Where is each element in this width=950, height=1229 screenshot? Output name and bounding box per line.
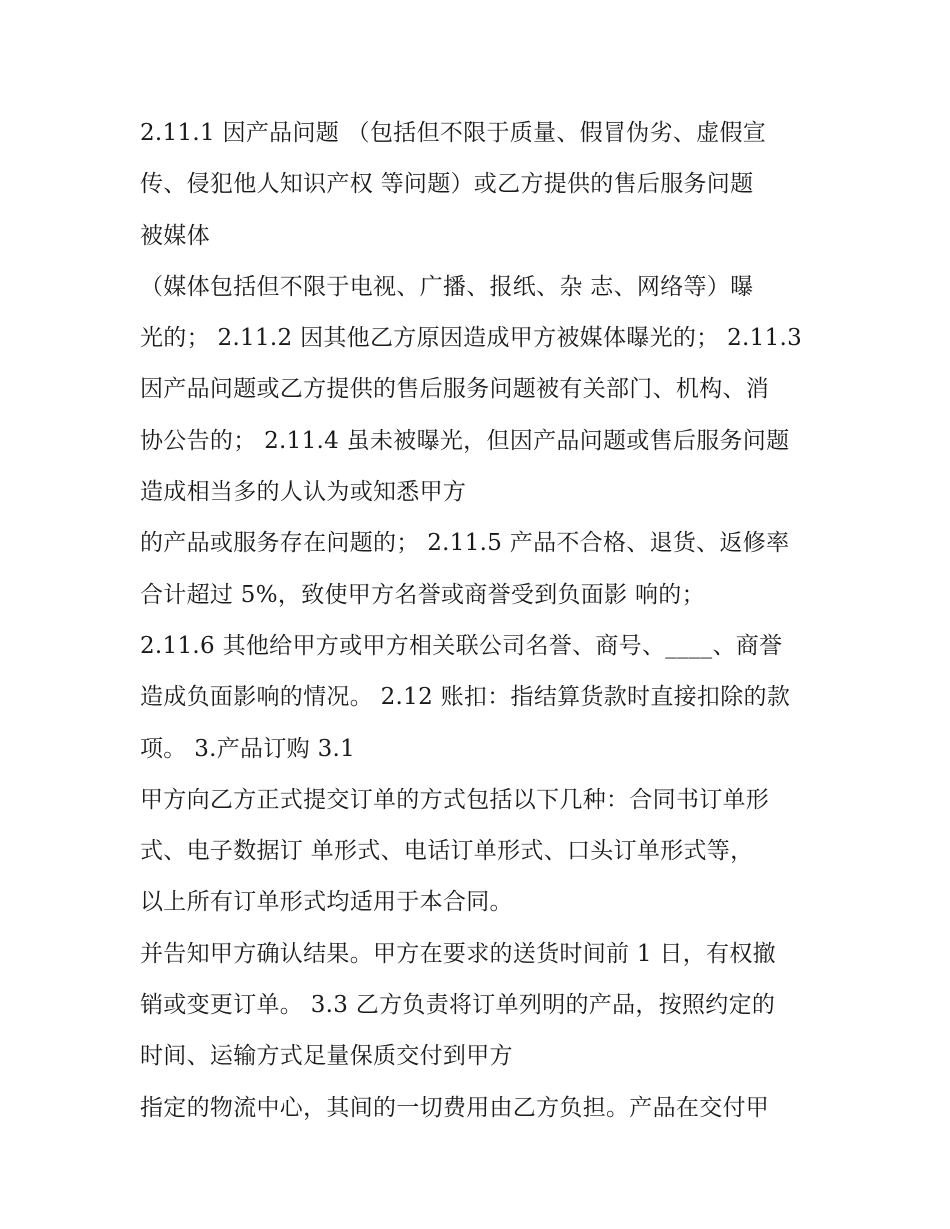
text-line: 造成相当多的人认为或知悉甲方 bbox=[140, 479, 467, 506]
text-line: 销或变更订单。 3.3 乙方负责将订单列明的产品，按照约定的 bbox=[140, 992, 776, 1019]
text-line: 2.11.1 因产品问题 （包括但不限于质量、假冒伪劣、虚假宣 bbox=[140, 120, 767, 146]
text-line: 合计超过 5%，致使甲方名誉或商誉受到负面影 响的； bbox=[140, 581, 705, 608]
text-line: 2.11.6 其他给甲方或甲方相关联公司名誉、商号、____、商誉 bbox=[140, 632, 783, 659]
text-line: （媒体包括但不限于电视、广播、报纸、杂 志、网络等）曝 bbox=[140, 273, 754, 300]
text-line: 指定的物流中心，其间的一切费用由乙方负担。产品在交付甲 bbox=[140, 1094, 770, 1121]
text-line: 传、侵犯他人知识产权 等问题）或乙方提供的售后服务问题 bbox=[140, 171, 754, 198]
text-line: 被媒体 bbox=[140, 222, 210, 249]
text-line: 光的； 2.11.2 因其他乙方原因造成甲方被媒体曝光的； 2.11.3 bbox=[140, 325, 803, 352]
text-line: 的产品或服务存在问题的； 2.11.5 产品不合格、退货、返修率 bbox=[140, 530, 790, 557]
text-line: 并告知甲方确认结果。甲方在要求的送货时间前 1 日，有权撤 bbox=[140, 940, 776, 967]
text-line: 协公告的； 2.11.4 虽未被曝光，但因产品问题或售后服务问题 bbox=[140, 427, 790, 454]
text-line: 式、电子数据订 单形式、电话订单形式、口头订单形式等， bbox=[140, 838, 754, 865]
text-line: 甲方向乙方正式提交订单的方式包括以下几种：合同书订单形 bbox=[140, 786, 770, 813]
text-line: 造成负面影响的情况。 2.12 账扣：指结算货款时直接扣除的款 bbox=[140, 684, 791, 711]
text-line: 时间、运输方式足量保质交付到甲方 bbox=[140, 1043, 513, 1070]
contract-body-text bbox=[140, 108, 840, 1134]
text-line: 项。 3.产品订购 3.1 bbox=[140, 735, 356, 762]
text-line: 以上所有订单形式均适用于本合同。 bbox=[140, 889, 513, 916]
text-line: 因产品问题或乙方提供的售后服务问题被有关部门、机构、消 bbox=[140, 376, 770, 403]
